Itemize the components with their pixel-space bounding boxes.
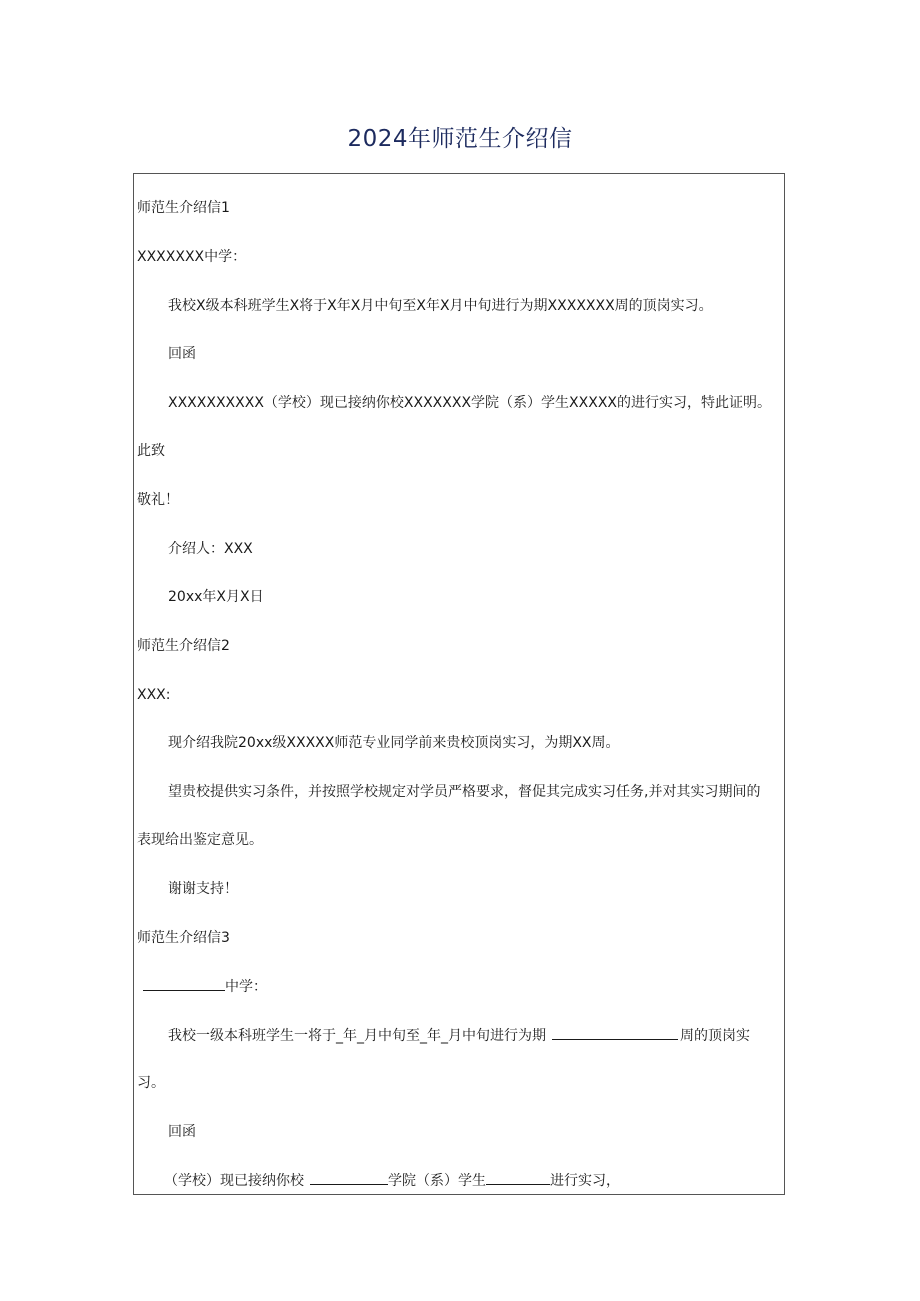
letter1-heading: 师范生介绍信1 [137,200,230,216]
letter2-thanks: 谢谢支持！ [168,881,238,897]
letter1-body: 我校X级本科班学生X将于X年X月中旬至X年X月中旬进行为期XXXXXXX周的顶岗实习。 [168,298,713,314]
letter1-date: 20xx年X月X日 [168,589,264,605]
letter3-reply-part3: 进行实习， [550,1173,620,1189]
document-title: 2024年师范生介绍信 [347,126,573,152]
letter2-heading: 师范生介绍信2 [137,638,230,654]
letter2-body-2-line1: 望贵校提供实习条件，并按照学校规定对学员严格要求，督促其完成实习任务,并对其实习期间的 [168,784,761,800]
letter3-body-part2: 周的顶岗实 [680,1028,750,1044]
duration-blank [552,1025,678,1040]
letter2-salutation: XXX: [137,687,171,703]
letter1-closing-1: 此致 [137,443,165,459]
school-name-blank [143,976,225,991]
letter-frame [133,173,785,1195]
letter3-body-line2: 习。 [137,1075,165,1091]
letter3-reply-body [164,1170,620,1191]
letter3-heading: 师范生介绍信3 [137,930,230,946]
letter2-body-2-line2: 表现给出鉴定意见。 [137,832,263,848]
letter1-reply-heading: 回函 [168,346,196,362]
letter1-introducer: 介绍人：XXX [168,541,253,557]
letter1-closing-2: 敬礼！ [137,492,179,508]
letter3-reply-part1: （学校）现已接纳你校 [164,1173,304,1189]
letter3-salutation [137,976,267,997]
letter2-body-1: 现介绍我院20xx级XXXXX师范专业同学前来贵校顶岗实习，为期XX周。 [168,735,620,751]
student-name-blank [486,1170,550,1185]
letter1-salutation: XXXXXXX中学： [137,249,247,265]
letter3-reply-part2: 学院（系）学生 [388,1173,486,1189]
letter3-body [168,1025,750,1046]
college-blank [310,1170,388,1185]
letter3-reply-heading: 回函 [168,1124,196,1140]
letter3-body-part1: 我校一级本科班学生一将于_年_月中旬至_年_月中旬进行为期 [168,1028,546,1044]
letter1-reply-body: XXXXXXXXXX（学校）现已接纳你校XXXXXXX学院（系）学生XXXXX的进行实习，特此证明。 [168,395,771,411]
letter3-salutation-suffix: 中学： [225,979,267,995]
